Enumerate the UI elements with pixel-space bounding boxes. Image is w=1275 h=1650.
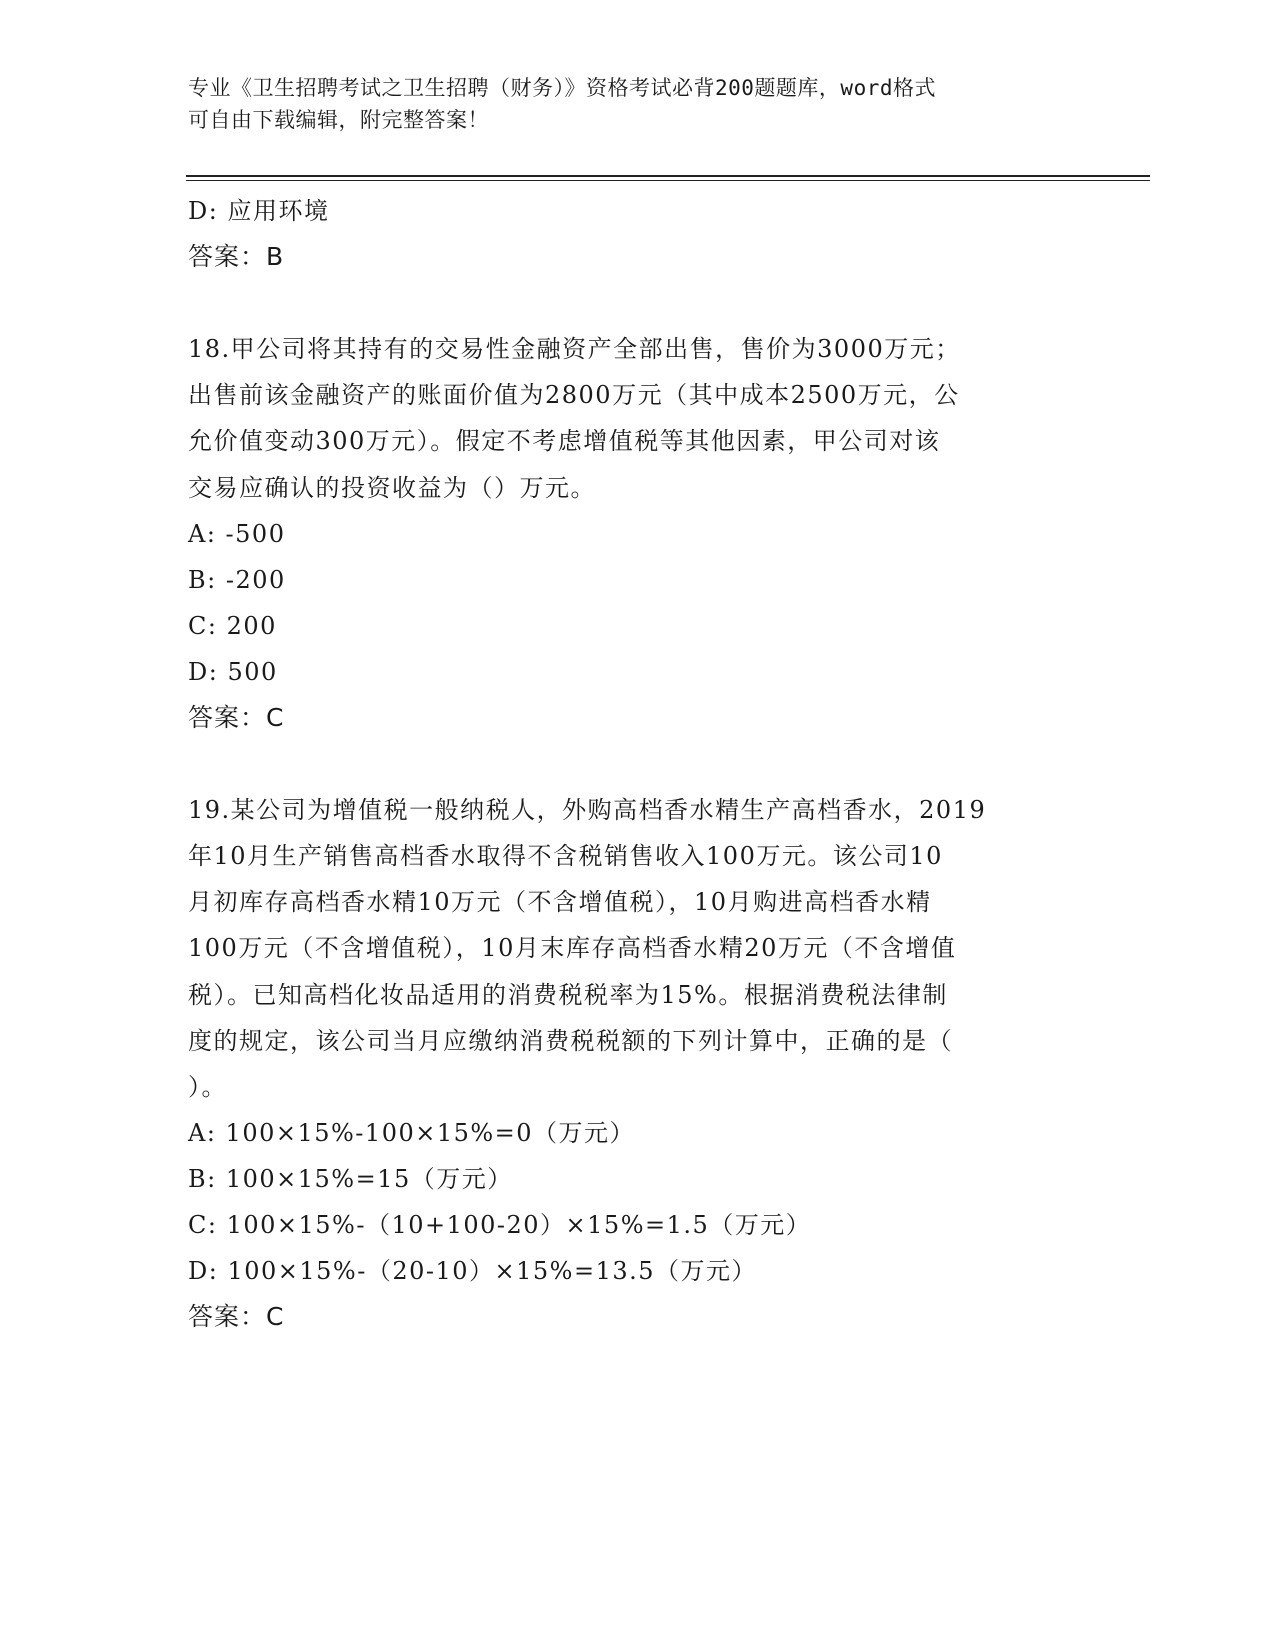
stem-line: 月初库存高档香水精10万元（不含增值税），10月购进高档香水精 <box>188 888 932 917</box>
question-19 <box>188 787 1088 1340</box>
header-line-1: 专业《卫生招聘考试之卫生招聘（财务）》资格考试必背200题题库，word格式 <box>188 76 936 100</box>
header-line-2: 可自由下载编辑，附完整答案！ <box>188 108 489 132</box>
answer-line: 答案：B <box>188 242 285 271</box>
stem-line: 度的规定，该公司当月应缴纳消费税税额的下列计算中，正确的是（ <box>188 1026 953 1055</box>
option-d: D: 500 <box>188 657 278 686</box>
question-stem <box>188 326 1088 511</box>
spacer <box>188 280 1088 326</box>
answer-line: 答案：C <box>188 1302 285 1332</box>
option-d: D: 应用环境 <box>188 197 330 225</box>
option-b: B: -200 <box>188 565 286 594</box>
page-header <box>188 72 1088 136</box>
stem-line: 19.某公司为增值税一般纳税人，外购高档香水精生产高档香水，2019 <box>188 795 987 824</box>
spacer <box>188 741 1088 787</box>
stem-line: 100万元（不含增值税），10月末库存高档香水精20万元（不含增值 <box>188 934 957 963</box>
question-18 <box>188 326 1088 741</box>
stem-line: ）。 <box>188 1072 227 1101</box>
option-b: B: 100×15%=15（万元） <box>188 1165 513 1194</box>
option-a: A: 100×15%-100×15%=0（万元） <box>188 1119 636 1148</box>
stem-line: 税）。已知高档化妆品适用的消费税税率为15%。根据消费税法律制 <box>188 980 948 1009</box>
header-divider <box>186 175 1150 181</box>
stem-line: 18.甲公司将其持有的交易性金融资产全部出售，售价为3000万元； <box>188 335 961 363</box>
option-d: D: 100×15%-（20-10）×15%=13.5（万元） <box>188 1257 758 1286</box>
document-body <box>188 188 1088 1340</box>
question-17-tail <box>188 188 1088 280</box>
stem-line: 年10月生产销售高档香水取得不含税销售收入100万元。该公司10 <box>188 841 943 870</box>
answer-line: 答案：C <box>188 702 285 732</box>
option-a: A: -500 <box>188 519 286 548</box>
stem-line: 允价值变动300万元）。假定不考虑增值税等其他因素，甲公司对该 <box>188 427 941 456</box>
option-c: C: 100×15%-（10+100-20）×15%=1.5（万元） <box>188 1211 812 1240</box>
stem-line: 出售前该金融资产的账面价值为2800万元（其中成本2500万元，公 <box>188 381 960 410</box>
question-stem <box>188 787 1088 1110</box>
stem-line: 交易应确认的投资收益为（）万元。 <box>188 473 596 502</box>
option-c: C: 200 <box>188 611 277 640</box>
